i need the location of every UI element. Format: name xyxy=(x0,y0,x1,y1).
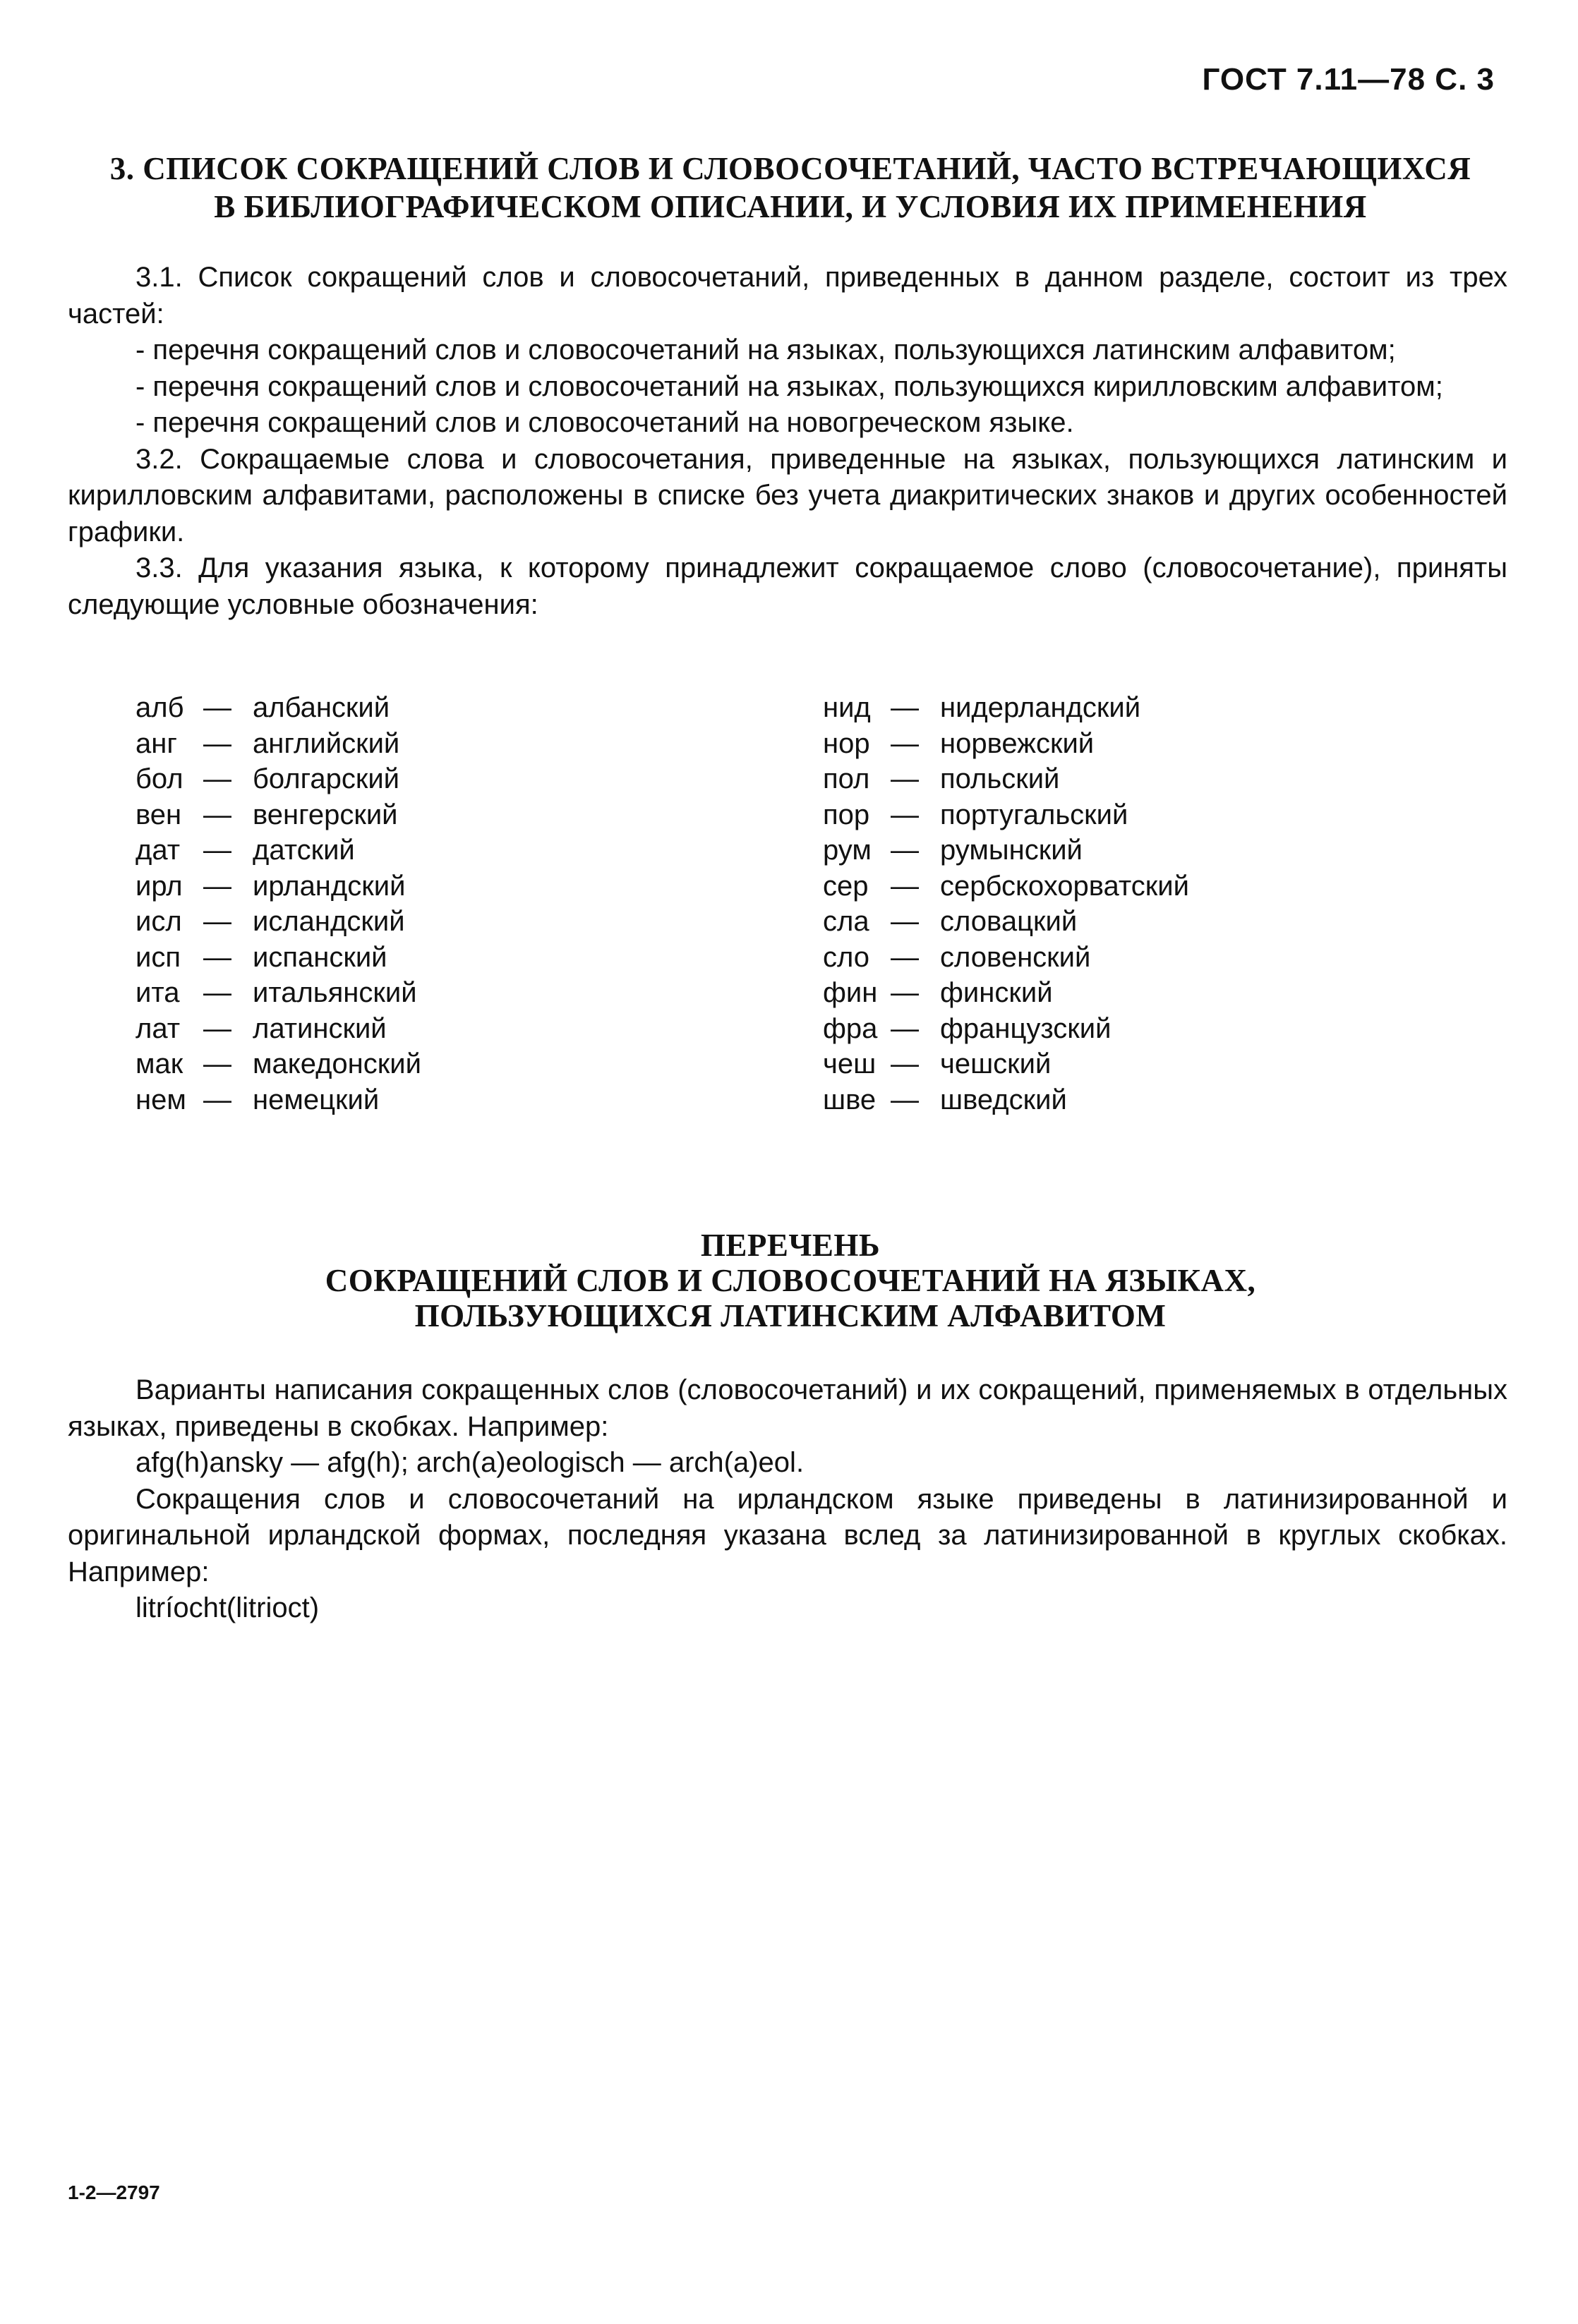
em-dash: — xyxy=(203,727,231,759)
language-code: исл xyxy=(135,906,182,937)
list-title-line-2: СОКРАЩЕНИЙ СЛОВ И СЛОВОСОЧЕТАНИЙ НА ЯЗЫКАХ, xyxy=(325,1263,1256,1298)
language-abbreviation-row xyxy=(823,1046,1189,1082)
language-abbreviation-row xyxy=(135,975,421,1011)
em-dash: — xyxy=(203,977,231,1008)
language-abbreviation-row xyxy=(823,690,1189,726)
language-abbreviation-row xyxy=(135,690,421,726)
language-abbreviation-row xyxy=(135,1046,421,1082)
language-name: норвежский xyxy=(940,727,1095,759)
language-abbreviation-row xyxy=(135,1082,421,1118)
language-code: нор xyxy=(823,727,870,759)
em-dash: — xyxy=(891,799,919,830)
language-abbreviation-row xyxy=(135,940,421,976)
language-name: словацкий xyxy=(940,906,1078,937)
language-code: фин xyxy=(823,977,878,1008)
language-abbreviation-row xyxy=(823,797,1189,833)
language-name: македонский xyxy=(253,1048,421,1079)
paragraph-3-2: 3.2. Сокращаемые слова и словосочетания, приведенные на языках, пользующихся латинским и кирилловским алфавитами, расположены в списке без учета диакритических знаков и других особенностей графики. xyxy=(68,443,1507,547)
language-code: пол xyxy=(823,763,870,794)
paragraph-3-3: 3.3. Для указания языка, к которому принадлежит сокращаемое слово (словосочетание), приняты следующие условные обозначения: xyxy=(68,552,1507,620)
language-name: чешский xyxy=(940,1048,1052,1079)
paragraph-3-1: 3.1. Список сокращений слов и словосочетаний, приведенных в данном разделе, состоит из трех частей: xyxy=(68,262,1507,329)
language-code: бол xyxy=(135,763,183,794)
language-abbreviation-row xyxy=(823,761,1189,797)
em-dash: — xyxy=(891,941,919,973)
list-title-line-1: ПЕРЕЧЕНЬ xyxy=(700,1228,881,1263)
language-abbreviations-right-column xyxy=(823,690,1189,1118)
language-name: португальский xyxy=(940,799,1128,830)
language-code: шве xyxy=(823,1084,877,1115)
em-dash: — xyxy=(891,977,919,1008)
language-code: мак xyxy=(135,1048,183,1079)
language-abbreviation-row xyxy=(135,904,421,940)
em-dash: — xyxy=(203,1012,231,1044)
language-abbreviation-row xyxy=(823,833,1189,869)
language-code: вен xyxy=(135,799,182,830)
language-name: болгарский xyxy=(253,763,400,794)
language-name: нидерландский xyxy=(940,692,1141,723)
language-name: польский xyxy=(940,763,1060,794)
em-dash: — xyxy=(891,835,919,866)
language-abbreviation-row xyxy=(135,1011,421,1047)
language-code: нем xyxy=(135,1084,186,1115)
language-abbreviations-left-column xyxy=(135,690,421,1118)
language-abbreviation-row xyxy=(135,761,421,797)
language-name: латинский xyxy=(253,1012,387,1044)
list-item-greek: - перечня сокращений слов и словосочетаний на новогреческом языке. xyxy=(135,407,1074,438)
irish-paragraph: Сокращения слов и словосочетаний на ирландском языке приведены в латинизированной и оригинальной ирландской формах, последняя указана вслед за латинизированной в круглых скобках. Например: xyxy=(68,1483,1507,1587)
irish-example: litríocht(litrioct) xyxy=(135,1592,320,1623)
list-title-line-3: ПОЛЬЗУЮЩИХСЯ ЛАТИНСКИМ АЛФАВИТОМ xyxy=(414,1298,1167,1333)
language-code: дат xyxy=(135,835,181,866)
language-name: испанский xyxy=(253,941,387,973)
language-abbreviation-row xyxy=(135,726,421,762)
em-dash: — xyxy=(203,870,231,902)
intro-text xyxy=(68,260,1507,623)
em-dash: — xyxy=(203,692,231,723)
list-item-latin: - перечня сокращений слов и словосочетаний на языках, пользующихся латинским алфавитом; xyxy=(135,334,1396,365)
language-name: итальянский xyxy=(253,977,417,1008)
language-code: алб xyxy=(135,692,184,723)
em-dash: — xyxy=(203,763,231,794)
language-name: финский xyxy=(940,977,1053,1008)
language-name: словенский xyxy=(940,941,1091,973)
language-name: английский xyxy=(253,727,400,759)
language-name: венгерский xyxy=(253,799,398,830)
em-dash: — xyxy=(891,727,919,759)
em-dash: — xyxy=(203,1048,231,1079)
language-abbreviation-row xyxy=(823,726,1189,762)
section-title xyxy=(71,150,1510,226)
language-name: немецкий xyxy=(253,1084,380,1115)
language-name: албанский xyxy=(253,692,390,723)
language-abbreviation-row xyxy=(823,1011,1189,1047)
em-dash: — xyxy=(891,870,919,902)
language-abbreviation-row xyxy=(823,940,1189,976)
em-dash: — xyxy=(891,1012,919,1044)
language-code: сер xyxy=(823,870,869,902)
em-dash: — xyxy=(891,763,919,794)
language-abbreviation-row xyxy=(823,975,1189,1011)
language-abbreviation-row xyxy=(823,869,1189,904)
language-code: рум xyxy=(823,835,872,866)
variants-example: afg(h)ansky — afg(h); arch(a)eologisch — arch(a)eol. xyxy=(135,1447,805,1478)
language-abbreviation-row xyxy=(823,904,1189,940)
language-name: румынский xyxy=(940,835,1083,866)
em-dash: — xyxy=(203,941,231,973)
list-item-cyrillic: - перечня сокращений слов и словосочетаний на языках, пользующихся кирилловским алфавитом; xyxy=(135,370,1443,402)
section-title-line-2: В БИБЛИОГРАФИЧЕСКОМ ОПИСАНИИ, И УСЛОВИЯ ИХ ПРИМЕНЕНИЯ xyxy=(214,189,1367,224)
language-code: анг xyxy=(135,727,177,759)
language-name: исландский xyxy=(253,906,405,937)
language-code: ита xyxy=(135,977,180,1008)
language-name: сербскохорватский xyxy=(940,870,1189,902)
em-dash: — xyxy=(203,906,231,937)
language-code: пор xyxy=(823,799,870,830)
list-title xyxy=(71,1228,1510,1333)
language-abbreviation-row xyxy=(823,1082,1189,1118)
section-title-line-1: 3. СПИСОК СОКРАЩЕНИЙ СЛОВ И СЛОВОСОЧЕТАНИЙ, ЧАСТО ВСТРЕЧАЮЩИХСЯ xyxy=(109,151,1471,186)
language-abbreviation-row xyxy=(135,797,421,833)
language-name: датский xyxy=(253,835,355,866)
language-name: шведский xyxy=(940,1084,1067,1115)
em-dash: — xyxy=(891,1084,919,1115)
em-dash: — xyxy=(891,906,919,937)
em-dash: — xyxy=(891,1048,919,1079)
em-dash: — xyxy=(203,799,231,830)
em-dash: — xyxy=(203,835,231,866)
language-code: сло xyxy=(823,941,870,973)
language-code: сла xyxy=(823,906,869,937)
language-code: фра xyxy=(823,1012,878,1044)
em-dash: — xyxy=(891,692,919,723)
language-code: ирл xyxy=(135,870,183,902)
print-signature: 1-2—2797 xyxy=(68,2181,160,2203)
language-abbreviation-row xyxy=(135,833,421,869)
language-name: ирландский xyxy=(253,870,406,902)
language-code: нид xyxy=(823,692,871,723)
language-code: лат xyxy=(135,1012,181,1044)
language-abbreviation-row xyxy=(135,869,421,904)
list-intro-text xyxy=(68,1372,1507,1627)
language-code: чеш xyxy=(823,1048,877,1079)
running-head: ГОСТ 7.11—78 С. 3 xyxy=(1202,62,1495,97)
em-dash: — xyxy=(203,1084,231,1115)
language-code: исп xyxy=(135,941,181,973)
language-name: французский xyxy=(940,1012,1112,1044)
variants-paragraph: Варианты написания сокращенных слов (словосочетаний) и их сокращений, применяемых в отдельных языках, приведены в скобках. Например: xyxy=(68,1374,1507,1442)
